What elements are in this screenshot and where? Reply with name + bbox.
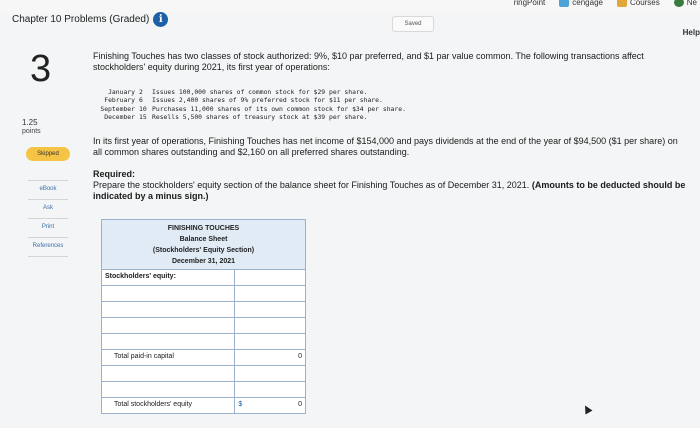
- account-input[interactable]: [102, 366, 235, 381]
- required-text: Prepare the stockholders' equity section of the balance sheet for Finishing Touches as of December 31, 2021.: [93, 180, 530, 190]
- table-row: [102, 365, 305, 381]
- transaction-row: [100, 96, 406, 104]
- assignment-title: [12, 12, 168, 27]
- table-row: [102, 301, 305, 317]
- statement-header: [102, 220, 305, 269]
- cengage-label: cengage: [572, 0, 603, 7]
- total-equity-row: [102, 397, 305, 413]
- transaction-month: January: [108, 88, 135, 96]
- side-divider: [28, 180, 68, 181]
- total-equity-value: 0: [298, 401, 302, 408]
- ebook-link[interactable]: eBook: [39, 186, 57, 192]
- transaction-day: 2: [139, 88, 143, 96]
- transaction-day: 10: [139, 104, 147, 113]
- turningpoint-label: ringPoint: [513, 0, 546, 7]
- new-label: Ne: [686, 0, 697, 7]
- transaction-row: [100, 105, 406, 113]
- table-row: [102, 285, 305, 301]
- turningpoint-link[interactable]: [511, 0, 549, 7]
- mouse-cursor-icon: [582, 404, 593, 415]
- table-row: [102, 333, 305, 349]
- courses-label: Courses: [629, 0, 660, 7]
- amount-input[interactable]: [235, 366, 305, 381]
- total-equity-cell: [235, 398, 305, 413]
- currency-symbol: $: [238, 401, 243, 408]
- transaction-month: December: [104, 112, 135, 121]
- transaction-day: 15: [139, 112, 147, 121]
- new-link[interactable]: [671, 0, 700, 7]
- transaction-text: Resells 5,500 shares of treasury stock at $39 per share.: [152, 112, 368, 121]
- account-input[interactable]: [102, 286, 235, 301]
- equity-statement-table: [101, 219, 306, 414]
- courses-icon: [617, 0, 627, 7]
- required-note: (Amounts to be deducted should be indicated by a minus sign.): [93, 180, 686, 202]
- points-value: 1.25: [22, 118, 38, 127]
- transaction-text: Purchases 11,000 shares of its own common stock for $34 per share.: [152, 104, 406, 113]
- skipped-badge: Skipped: [26, 147, 70, 161]
- transaction-row: [100, 88, 406, 96]
- transaction-month: September: [100, 104, 135, 113]
- statement-company: FINISHING TOUCHES: [167, 225, 240, 232]
- table-row: [102, 317, 305, 333]
- section-label: Stockholders' equity:: [102, 270, 235, 285]
- required-instructions: [93, 180, 693, 203]
- new-icon: [674, 0, 684, 7]
- help-link[interactable]: Help: [682, 28, 700, 37]
- statement-date: December 31, 2021: [171, 258, 236, 265]
- info-icon[interactable]: i: [153, 12, 168, 27]
- total-equity-label: Total stockholders' equity: [102, 398, 235, 413]
- transaction-text: Issues 2,400 shares of 9% preferred stock for $11 per share.: [152, 96, 383, 105]
- amount-input[interactable]: [235, 318, 305, 333]
- ask-link[interactable]: Ask: [42, 205, 53, 211]
- cengage-icon: [559, 0, 569, 7]
- section-row: [102, 269, 305, 285]
- transaction-month: February: [104, 96, 135, 105]
- courses-link[interactable]: [614, 0, 663, 7]
- cengage-link[interactable]: [556, 0, 606, 7]
- statement-title: Balance Sheet: [179, 236, 228, 243]
- account-input[interactable]: [102, 382, 235, 397]
- required-heading: Required:: [93, 169, 136, 179]
- question-number: 3: [30, 48, 52, 90]
- statement-subtitle: (Stockholders' Equity Section): [152, 247, 255, 254]
- side-divider: [28, 199, 68, 200]
- problem-intro: Finishing Touches has two classes of stock authorized: 9%, $10 par preferred, and $1 par value common. The following transactions affect stockholders' equity during 2021, its first year of operations:: [93, 51, 644, 73]
- transaction-text: Issues 100,000 shares of common stock for $29 per share.: [152, 88, 368, 96]
- paid-in-value: 0: [298, 353, 302, 360]
- paid-in-label: Total paid-in capital: [102, 350, 235, 365]
- print-link[interactable]: Print: [41, 224, 55, 230]
- amount-cell: [235, 270, 305, 285]
- points-label: points: [22, 128, 41, 135]
- side-divider: [28, 256, 68, 257]
- top-nav: [511, 0, 700, 7]
- paid-in-total-row: [102, 349, 305, 365]
- assignment-title-text: Chapter 10 Problems (Graded): [12, 14, 150, 25]
- transaction-day: 6: [139, 96, 143, 105]
- account-input[interactable]: [102, 302, 235, 317]
- transactions-list: [100, 88, 406, 121]
- amount-input[interactable]: [235, 382, 305, 397]
- account-input[interactable]: [102, 334, 235, 349]
- table-row: [102, 381, 305, 397]
- amount-input[interactable]: [235, 302, 305, 317]
- amount-input[interactable]: [235, 334, 305, 349]
- side-divider: [28, 237, 68, 238]
- problem-details: In its first year of operations, Finishing Touches has net income of $154,000 and pays dividends at the end of the year of $94,500 ($1 per share) on all common shares outstanding and $2,160 on all preferred shares outstanding.: [93, 136, 678, 158]
- saved-status: Saved: [392, 16, 434, 32]
- side-divider: [28, 218, 68, 219]
- references-link[interactable]: References: [32, 243, 64, 249]
- amount-input[interactable]: [235, 286, 305, 301]
- account-input[interactable]: [102, 318, 235, 333]
- paid-in-cell: [235, 350, 305, 365]
- transaction-row: [100, 113, 406, 121]
